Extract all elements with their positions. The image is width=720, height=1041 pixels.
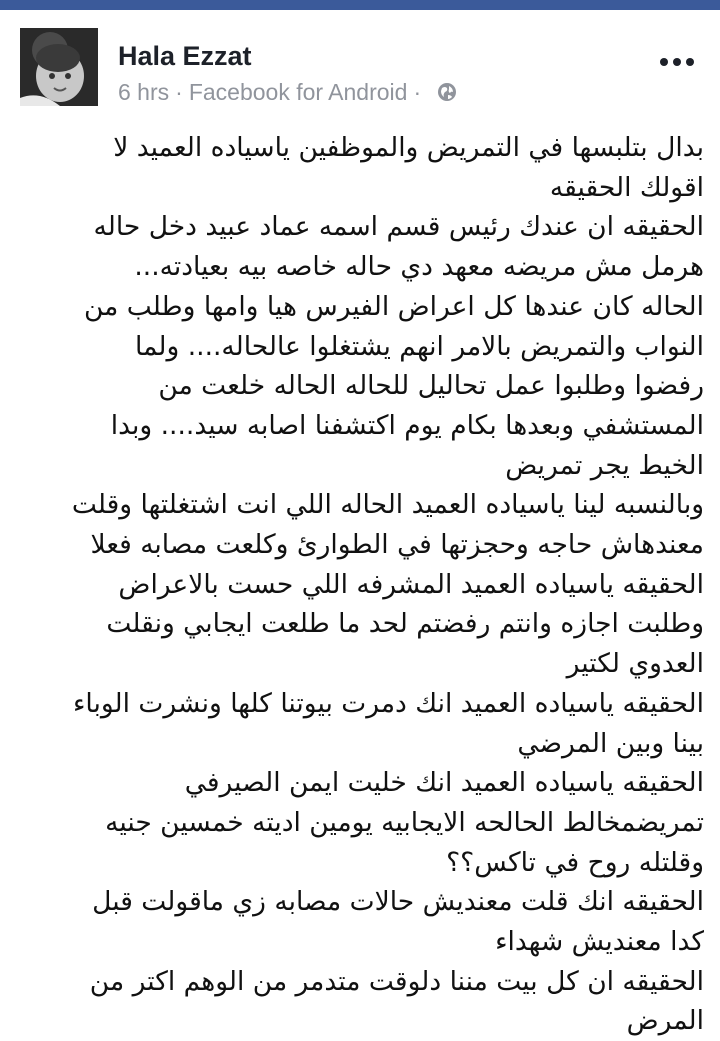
post-source: Facebook for Android xyxy=(188,78,408,105)
top-accent-bar xyxy=(0,0,720,10)
more-dot xyxy=(686,58,694,66)
meta-separator: · xyxy=(413,78,422,105)
avatar-image xyxy=(20,28,98,106)
meta-separator: · xyxy=(175,78,183,105)
avatar[interactable] xyxy=(20,28,98,106)
post-meta xyxy=(118,78,457,106)
more-options-button[interactable] xyxy=(660,56,694,68)
post-header xyxy=(20,28,700,112)
more-dot xyxy=(673,58,681,66)
globe-icon[interactable] xyxy=(437,82,457,102)
post-time[interactable]: 6 hrs xyxy=(118,78,170,105)
more-dot xyxy=(660,58,668,66)
post-body-text: بدال بتلبسها في التمريض والموظفين ياسياده العميد لا اقولك الحقيقه الحقيقه ان عندك رئيس قسم اسمه عماد عبيد دخل حاله هرمل مش مريضه معهد دي حاله خاصه بيه بعيادته... الحاله كان عندها كل اعراض الفيرس هيا وامها وطلب من النواب والتمريض بالامر انهم يشتغلوا عالحاله.... ولما رفضوا وطلبوا عمل تحاليل للحاله الحاله خلعت من المستشفي وبعدها بكام يوم اكتشفنا اصابه سيد.... وبدا الخيط يجر تمريض وبالنسبه لينا ياسياده العميد الحاله اللي انت اشتغلتها وقلت معندهاش حاجه وحجزتها في الطوارئ وكلعت مصابه فعلا الحقيقه ياسياده العميد المشرفه اللي حست بالاعراض وطلبت اجازه وانتم رفضتم لحد ما طلعت ايجابي ونقلت العدوي لكتير الحقيقه ياسياده العميد انك دمرت بيوتنا كلها ونشرت الوباء بينا وبين المرضي الحقيقه ياسياده العميد انك خليت ايمن الصيرفي تمريضمخالط الحالحه الايجابيه يومين اديته خمسين جنيه وقلتله روح في تاكس؟؟ الحقيقه انك قلت معنديش حالات مصابه زي ماقولت قبل كدا معنديش شهداء الحقيقه ان كل بيت مننا دلوقت متدمر من الوهم اكتر من المرض xyxy=(71,132,704,1037)
author-name[interactable]: Hala Ezzat xyxy=(118,41,252,71)
